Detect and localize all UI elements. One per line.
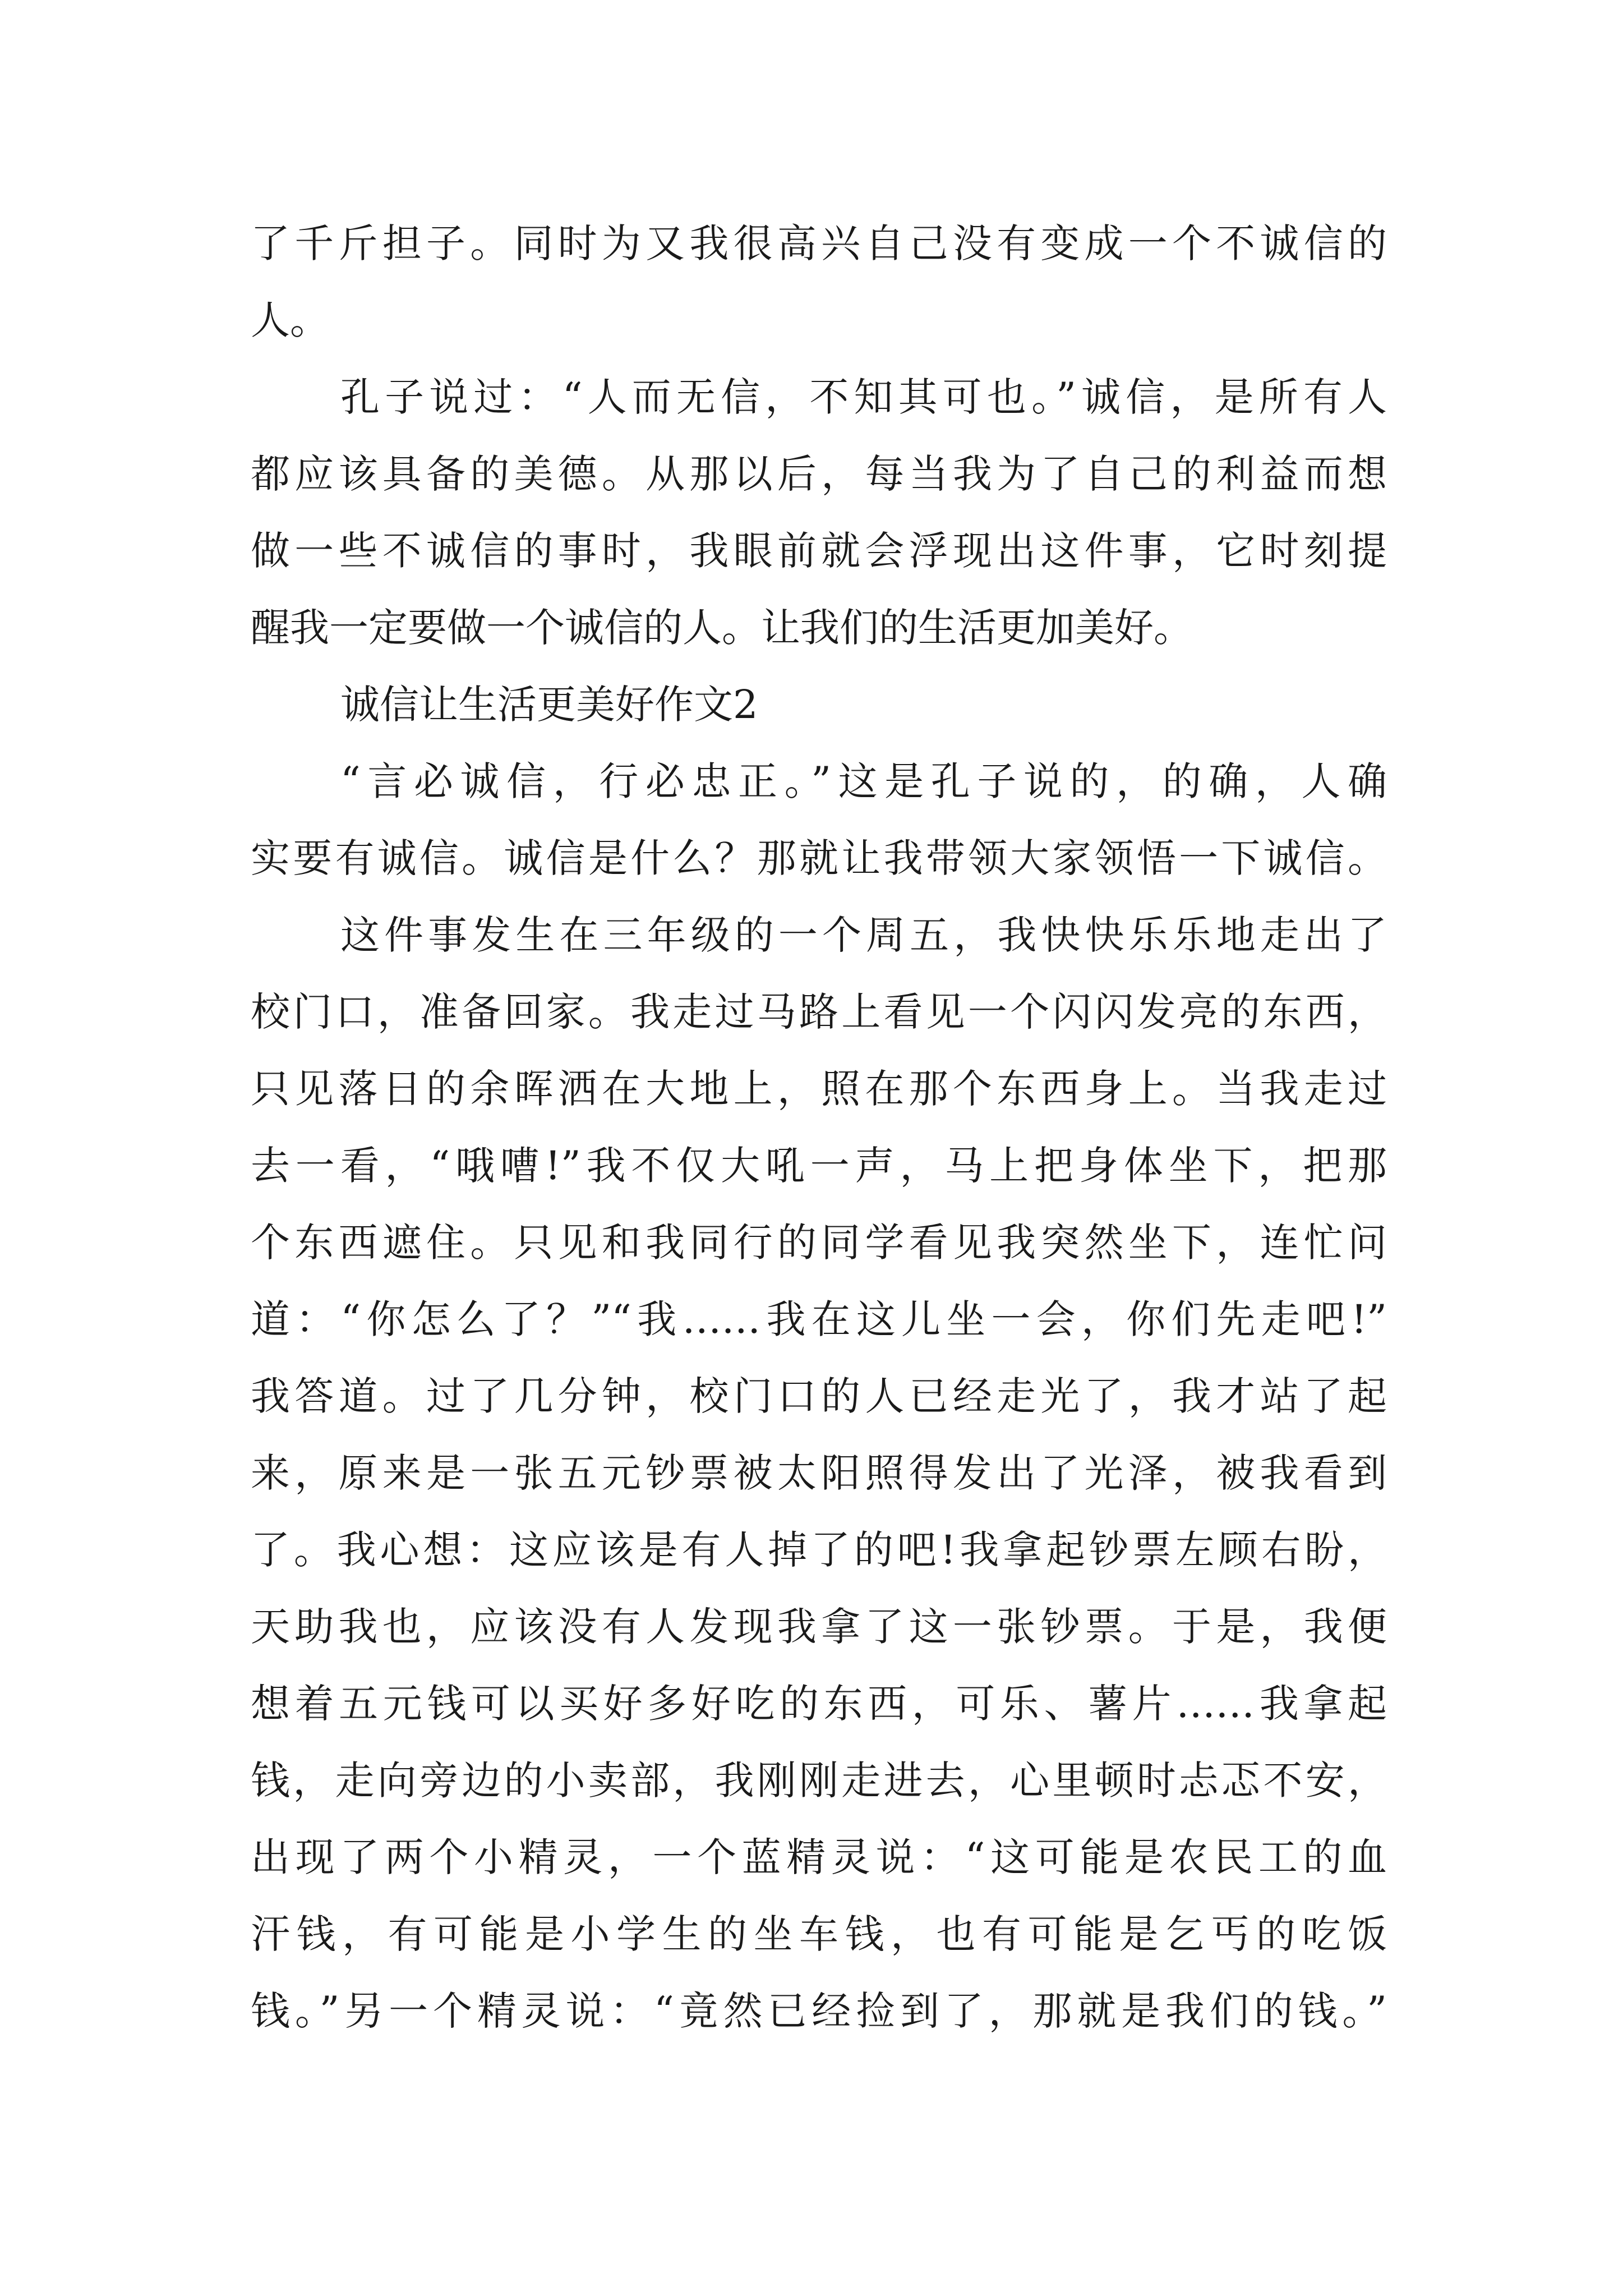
essay-heading: 诚信让生活更美好作文2 bbox=[340, 682, 758, 728]
text-line: 我答道。过了几分钟，校门口的人已经走光了，我才站了起 bbox=[251, 1373, 1387, 1419]
paragraph-start-line: 这件事发生在三年级的一个周五，我快快乐乐地走出了 bbox=[340, 912, 1387, 958]
text-line: 了千斤担子。同时为又我很高兴自己没有变成一个不诚信的 bbox=[251, 220, 1387, 266]
text-line: 钱。”另一个精灵说：“竟然已经捡到了，那就是我们的钱。” bbox=[251, 1988, 1387, 2034]
text-line: 人。 bbox=[251, 297, 329, 343]
text-line: 天助我也，应该没有人发现我拿了这一张钞票。于是，我便 bbox=[251, 1604, 1387, 1650]
text-line: 做一些不诚信的事时，我眼前就会浮现出这件事，它时刻提 bbox=[251, 528, 1387, 574]
paragraph-start-line: “言必诚信，行必忠正。”这是孔子说的，的确，人确 bbox=[340, 758, 1387, 804]
text-line: 来，原来是一张五元钞票被太阳照得发出了光泽，被我看到 bbox=[251, 1450, 1387, 1496]
text-line: 个东西遮住。只见和我同行的同学看见我突然坐下，连忙问 bbox=[251, 1220, 1387, 1266]
text-line: 出现了两个小精灵，一个蓝精灵说：“这可能是农民工的血 bbox=[251, 1834, 1387, 1880]
text-line: 醒我一定要做一个诚信的人。让我们的生活更加美好。 bbox=[251, 605, 1193, 651]
text-line: 都应该具备的美德。从那以后，每当我为了自己的利益而想 bbox=[251, 451, 1387, 497]
text-line: 去一看，“哦嘈!”我不仅大吼一声，马上把身体坐下，把那 bbox=[251, 1143, 1387, 1189]
paragraph-start-line: 孔子说过：“人而无信，不知其可也。”诚信，是所有人 bbox=[340, 374, 1387, 420]
text-line: 了。我心想：这应该是有人掉了的吧!我拿起钞票左顾右盼， bbox=[251, 1527, 1387, 1573]
text-line: 实要有诚信。诚信是什么？那就让我带领大家领悟一下诚信。 bbox=[251, 835, 1387, 881]
text-line: 只见落日的余晖洒在大地上，照在那个东西身上。当我走过 bbox=[251, 1066, 1387, 1112]
text-line: 想着五元钱可以买好多好吃的东西，可乐、薯片……我拿起 bbox=[251, 1681, 1387, 1727]
text-line: 汗钱，有可能是小学生的坐车钱，也有可能是乞丐的吃饭 bbox=[251, 1911, 1387, 1957]
text-line: 钱，走向旁边的小卖部，我刚刚走进去，心里顿时忐忑不安， bbox=[251, 1757, 1387, 1803]
text-line: 校门口，准备回家。我走过马路上看见一个闪闪发亮的东西， bbox=[251, 989, 1387, 1035]
body-text bbox=[251, 205, 1387, 2050]
text-line: 道：“你怎么了？”“我……我在这儿坐一会，你们先走吧!” bbox=[251, 1296, 1387, 1342]
